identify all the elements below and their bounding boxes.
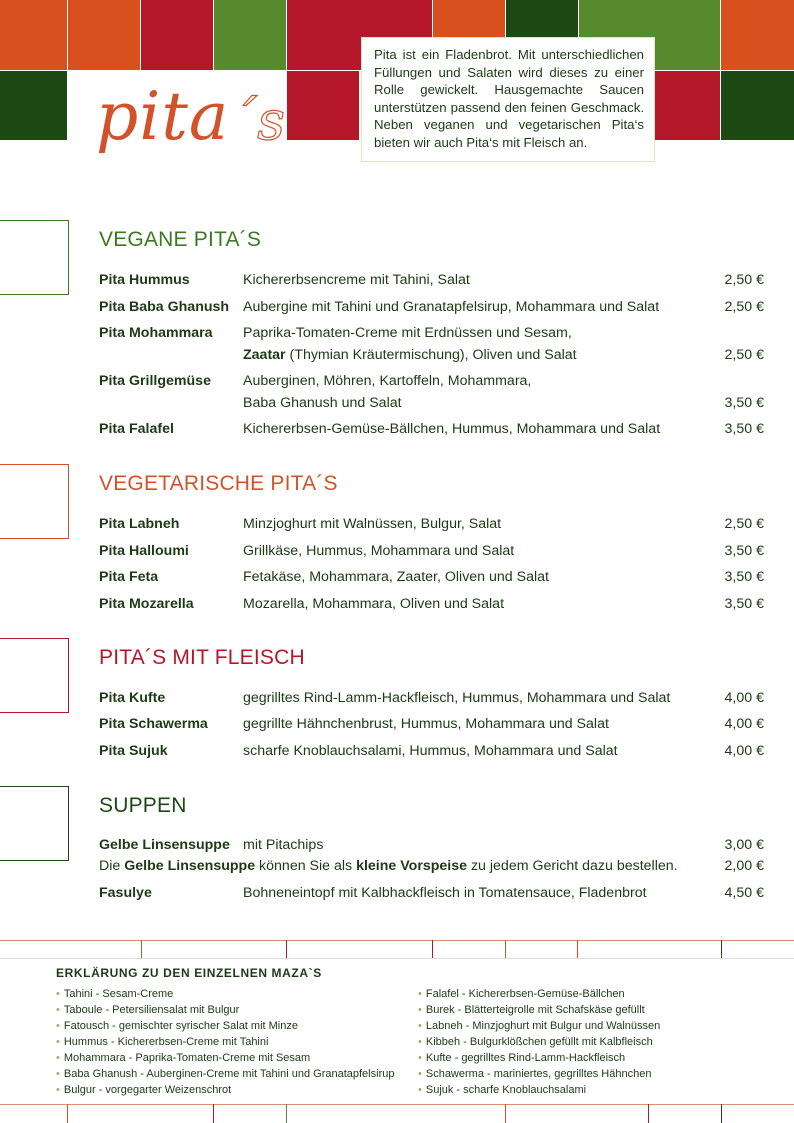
soup-note xyxy=(99,855,764,877)
section-title-vegan: VEGANE PITA´S xyxy=(99,228,262,251)
item-price: 3,50 € xyxy=(724,543,764,559)
legend-text: Labneh - Minzjoghurt mit Bulgur und Walnüssen xyxy=(425,1020,661,1032)
item-desc: Paprika-Tomaten-Creme mit Erdnüssen und Sesam, xyxy=(243,325,572,341)
legend-item xyxy=(56,1002,239,1018)
item-desc: Mozarella, Mohammara, Oliven und Salat xyxy=(243,596,505,612)
section-marker xyxy=(0,464,69,539)
menu-item xyxy=(99,593,764,615)
legend-item xyxy=(56,986,173,1002)
menu-item xyxy=(99,513,764,535)
item-desc: Minzjoghurt mit Walnüssen, Bulgur, Salat xyxy=(243,516,502,532)
tile xyxy=(141,0,213,70)
bullet-icon: • xyxy=(56,1084,60,1096)
section-marker xyxy=(0,638,69,713)
item-desc-line2 xyxy=(243,344,577,366)
menu-item xyxy=(99,713,764,735)
menu-item xyxy=(99,296,764,318)
legend-text: Kufte - gegrilltes Rind-Lamm-Hackfleisch xyxy=(425,1052,626,1064)
bullet-icon: • xyxy=(418,1068,422,1080)
section-title-soups: SUPPEN xyxy=(99,794,187,817)
tile xyxy=(287,71,359,140)
legend-item xyxy=(418,1082,586,1098)
grid-tick xyxy=(432,940,433,958)
bullet-icon: • xyxy=(418,1020,422,1032)
item-price: 4,00 € xyxy=(724,743,764,759)
grid-tick xyxy=(648,1104,649,1123)
legend-text: Hummus - Kichererbsen-Creme mit Tahini xyxy=(63,1036,269,1048)
menu-item xyxy=(99,566,764,588)
item-price: 3,50 € xyxy=(724,596,764,612)
bullet-icon: • xyxy=(56,1036,60,1048)
item-price: 3,50 € xyxy=(724,569,764,585)
bullet-icon: • xyxy=(56,1068,60,1080)
note-bold: kleine Vorspeise xyxy=(356,858,468,874)
item-price: 4,00 € xyxy=(724,690,764,706)
item-desc: Fetakäse, Mohammara, Zaater, Oliven und Salat xyxy=(243,569,549,585)
bullet-icon: • xyxy=(418,1052,422,1064)
legend-item xyxy=(418,1018,660,1034)
item-name: Pita Falafel xyxy=(99,421,174,437)
legend-item xyxy=(418,1066,651,1082)
legend-text: Taboule - Petersiliensalat mit Bulgur xyxy=(63,1004,240,1016)
tile xyxy=(721,0,794,70)
item-desc-rest: (Thymian Kräutermischung), Oliven und Salat xyxy=(289,347,577,363)
item-price: 2,50 € xyxy=(724,516,764,532)
legend-title: ERKLÄRUNG ZU DEN EINZELNEN MAZA`S xyxy=(56,966,322,980)
section-marker xyxy=(0,220,69,295)
legend-text: Sujuk - scharfe Knoblauchsalami xyxy=(425,1084,587,1096)
legend-item xyxy=(418,1034,653,1050)
grid-tick xyxy=(505,940,506,958)
grid-line xyxy=(0,940,794,941)
item-price: 3,00 € xyxy=(724,837,764,853)
grid-tick xyxy=(67,1104,68,1123)
note-text xyxy=(99,855,678,877)
item-desc: Auberginen, Möhren, Kartoffeln, Mohammara, xyxy=(243,373,532,389)
item-name: Pita Hummus xyxy=(99,272,190,288)
logo xyxy=(96,78,286,155)
note-bold: Gelbe Linsensuppe xyxy=(124,858,256,874)
grid-line xyxy=(0,1104,794,1105)
item-desc: Grillkäse, Hummus, Mohammara und Salat xyxy=(243,543,515,559)
item-price: 2,50 € xyxy=(724,272,764,288)
item-name: Pita Baba Ghanush xyxy=(99,299,230,315)
menu-item xyxy=(99,882,764,904)
item-price: 3,50 € xyxy=(724,395,764,411)
legend-text: Tahini - Sesam-Creme xyxy=(63,988,174,1000)
logo-accent: ´s xyxy=(229,89,286,152)
item-desc-bold: Zaatar xyxy=(243,347,286,363)
item-price: 4,50 € xyxy=(724,885,764,901)
menu-item xyxy=(99,418,764,440)
grid-tick xyxy=(141,940,142,958)
item-desc: Bohneneintopf mit Kalbhackfleisch in Tomatensauce, Fladenbrot xyxy=(243,885,647,901)
legend-item xyxy=(56,1066,394,1082)
menu-item xyxy=(99,834,764,856)
section-title-meat: PITA´S MIT FLEISCH xyxy=(99,646,305,669)
legend-text: Burek - Blätterteigrolle mit Schafskäse gefüllt xyxy=(425,1004,645,1016)
logo-main: pita xyxy=(96,78,230,155)
legend-item xyxy=(56,1082,231,1098)
menu-item xyxy=(99,269,764,291)
legend-text: Bulgur - vorgegarter Weizenschrot xyxy=(63,1084,232,1096)
menu-item xyxy=(99,540,764,562)
legend-text: Kibbeh - Bulgurklößchen gefüllt mit Kalbfleisch xyxy=(425,1036,653,1048)
legend-item xyxy=(418,1002,645,1018)
tile xyxy=(0,0,67,70)
grid-tick xyxy=(213,1104,214,1123)
menu-item xyxy=(99,740,764,762)
item-desc: gegrillte Hähnchenbrust, Hummus, Mohammara und Salat xyxy=(243,716,609,732)
legend-text: Schawerma - mariniertes, gegrilltes Hähnchen xyxy=(425,1068,652,1080)
menu-item xyxy=(99,370,764,414)
bullet-icon: • xyxy=(56,988,60,1000)
bullet-icon: • xyxy=(418,1004,422,1016)
bullet-icon: • xyxy=(56,1004,60,1016)
item-desc-line2: Baba Ghanush und Salat xyxy=(243,395,402,411)
item-name: Pita Feta xyxy=(99,569,159,585)
legend-item xyxy=(56,1050,310,1066)
legend-text: Fatousch - gemischter syrischer Salat mit Minze xyxy=(63,1020,298,1032)
item-desc: mit Pitachips xyxy=(243,837,324,853)
legend-item xyxy=(56,1034,268,1050)
menu-item xyxy=(99,687,764,709)
item-desc: gegrilltes Rind-Lamm-Hackfleisch, Hummus, Mohammara und Salat xyxy=(243,690,671,706)
tile xyxy=(721,71,794,140)
legend-text: Mohammara - Paprika-Tomaten-Creme mit Sesam xyxy=(63,1052,311,1064)
item-desc: scharfe Knoblauchsalami, Hummus, Mohammara und Salat xyxy=(243,743,618,759)
bullet-icon: • xyxy=(418,988,422,1000)
legend-item xyxy=(418,986,625,1002)
note-part: können Sie als xyxy=(255,858,357,874)
bullet-icon: • xyxy=(56,1052,60,1064)
item-price: 2,50 € xyxy=(724,299,764,315)
legend-item xyxy=(56,1018,298,1034)
grid-tick xyxy=(721,940,722,958)
item-name: Pita Kufte xyxy=(99,690,166,706)
item-name: Pita Schawerma xyxy=(99,716,208,732)
item-name: Pita Mozarella xyxy=(99,596,194,612)
grid-tick xyxy=(505,1104,506,1123)
bullet-icon: • xyxy=(418,1084,422,1096)
item-name: Pita Mohammara xyxy=(99,325,213,341)
legend-text: Falafel - Kichererbsen-Gemüse-Bällchen xyxy=(425,988,625,1000)
item-name: Gelbe Linsensuppe xyxy=(99,837,230,853)
note-part: zu jedem Gericht dazu bestellen. xyxy=(467,858,678,874)
item-name: Pita Halloumi xyxy=(99,543,189,559)
section-marker xyxy=(0,786,69,861)
grid-tick xyxy=(721,1104,722,1123)
menu-item xyxy=(99,322,764,366)
grid-line xyxy=(0,958,794,959)
intro-text: Pita ist ein Fladenbrot. Mit unterschiedlichen Füllungen und Salaten wird dieses zu einer Rolle gewickelt. Hausgemachte Saucen unterstützen passend den feinen Geschmack. Neben veganen und vegetarischen Pita‘s bieten wir auch Pita‘s mit Fleisch an. xyxy=(361,37,655,162)
item-name: Pita Labneh xyxy=(99,516,180,532)
item-name: Pita Sujuk xyxy=(99,743,168,759)
item-desc: Kichererbsen-Gemüse-Bällchen, Hummus, Mohammara und Salat xyxy=(243,421,661,437)
note-price: 2,00 € xyxy=(724,858,764,874)
item-name: Pita Grillgemüse xyxy=(99,373,211,389)
bullet-icon: • xyxy=(56,1020,60,1032)
bullet-icon: • xyxy=(418,1036,422,1048)
section-title-vegetarian: VEGETARISCHE PITA´S xyxy=(99,472,338,495)
tile xyxy=(0,71,67,140)
grid-tick xyxy=(286,940,287,958)
item-desc: Kichererbsencreme mit Tahini, Salat xyxy=(243,272,470,288)
tile xyxy=(214,0,286,70)
item-price: 4,00 € xyxy=(724,716,764,732)
item-desc: Aubergine mit Tahini und Granatapfelsirup, Mohammara und Salat xyxy=(243,299,660,315)
legend-text: Baba Ghanush - Auberginen-Creme mit Tahini und Granatapfelsirup xyxy=(63,1068,395,1080)
legend-item xyxy=(418,1050,625,1066)
note-part: Die xyxy=(99,858,125,874)
grid-tick xyxy=(577,940,578,958)
grid-tick xyxy=(286,1104,287,1123)
item-name: Fasulye xyxy=(99,885,152,901)
tile xyxy=(68,0,140,70)
item-price: 2,50 € xyxy=(724,347,764,363)
tile xyxy=(648,71,720,140)
item-price: 3,50 € xyxy=(724,421,764,437)
